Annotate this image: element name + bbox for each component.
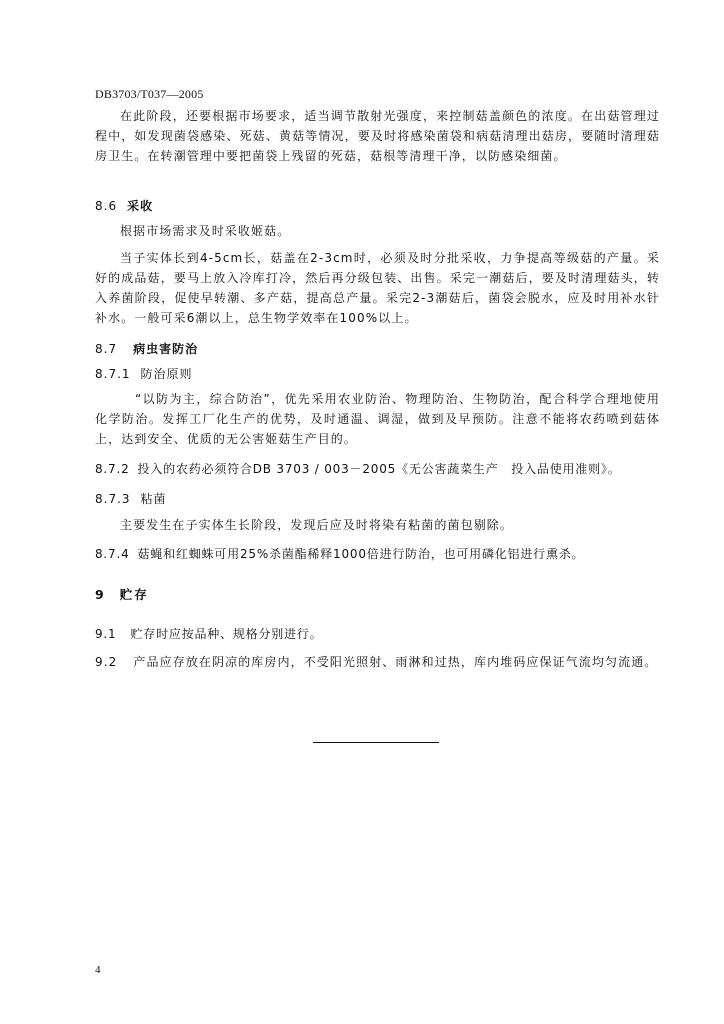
page-number: 4 — [95, 964, 101, 976]
section-title: 粘菌 — [140, 492, 167, 506]
section-8-7-4-line — [95, 545, 670, 562]
paragraph-text: 主要发生在子实体生长阶段，发现后应及时将染有粘菌的菌包剔除。 — [120, 518, 514, 532]
section-8-7-3-heading — [95, 490, 167, 507]
section-9-2-paragraph — [95, 652, 660, 672]
section-8-7-1-heading — [95, 365, 193, 382]
section-number: 8.6 — [95, 199, 118, 213]
section-8-7-2-line — [95, 460, 670, 477]
section-number: 8.7.3 — [95, 492, 131, 506]
paragraph-text: 当子实体长到4-5cm长，菇盖在2-3cm时，必须及时分批采收，力争提高等级菇的产量。采好的成品菇，要马上放入冷库打冷，然后再分级包装、出售。采完一潮菇后，要及时清理菇头，转入养菌阶段，促使早转潮、多产菇，提高总产量。采完2-3潮菇后，菌袋会脱水，应及时用补水针补水。一般可采6潮以上，总生物学效率在100%以上。 — [95, 251, 660, 325]
section-text: 投入的农药必须符合DB 3703 / 003－2005《无公害蔬菜生产 投入品使用准则》。 — [137, 462, 621, 476]
section-number: 8.7.4 — [95, 547, 130, 561]
section-8-6-heading — [95, 197, 153, 214]
section-title: 病虫害防治 — [133, 342, 199, 356]
section-8-6-paragraph-1 — [95, 221, 660, 241]
paragraph-text: 根据市场需求及时采收姬菇。 — [120, 224, 291, 238]
section-number: 8.7.2 — [95, 462, 130, 476]
section-title: 采收 — [127, 199, 154, 213]
section-8-7-1-paragraph — [95, 389, 660, 449]
section-number: 8.7 — [95, 342, 118, 356]
section-9-heading — [95, 585, 149, 603]
section-9-1-line — [95, 625, 670, 642]
section-8-6-paragraph-2 — [95, 248, 660, 328]
section-8-7-heading — [95, 340, 198, 357]
section-text: 产品应存放在阴凉的库房内，不受阳光照射、雨淋和过热，库内堆码应保证气流均匀流通。 — [133, 655, 658, 669]
document-code-header: DB3703/T037—2005 — [95, 87, 204, 101]
section-number: 9 — [95, 587, 106, 602]
section-number: 9.2 — [95, 655, 118, 669]
section-text: 贮存时应按品种、规格分别进行。 — [130, 627, 323, 641]
intro-paragraph-text: 在此阶段，还要根据市场要求，适当调节散射光强度，来控制菇盖颜色的浓度。在出菇管理过程中，如发现菌袋感染、死菇、黄菇等情况，要及时将感染菌袋和病菇清理出菇房，要随时清理菇房卫生。在转潮管理中要把菌袋上残留的死菇，菇根等清理干净，以防感染细菌。 — [95, 109, 660, 163]
paragraph-text: “以防为主，综合防治”，优先采用农业防治、物理防治、生物防治，配合科学合理地使用化学防治。发挥工厂化生产的优势，及时通温、调湿，做到及早预防。注意不能将农药喷到菇体上，达到安全、优质的无公害姬菇生产目的。 — [95, 392, 660, 446]
end-of-text-rule — [313, 742, 439, 743]
section-title: 贮存 — [119, 587, 149, 602]
section-number: 9.1 — [95, 627, 117, 641]
intro-paragraph — [95, 106, 660, 166]
section-8-7-3-paragraph — [95, 515, 660, 535]
section-title: 防治原则 — [140, 367, 193, 381]
section-text: 菇蝇和红蜘蛛可用25%杀菌酯稀释1000倍进行防治，也可用磷化铝进行熏杀。 — [137, 547, 585, 561]
section-number: 8.7.1 — [95, 367, 131, 381]
